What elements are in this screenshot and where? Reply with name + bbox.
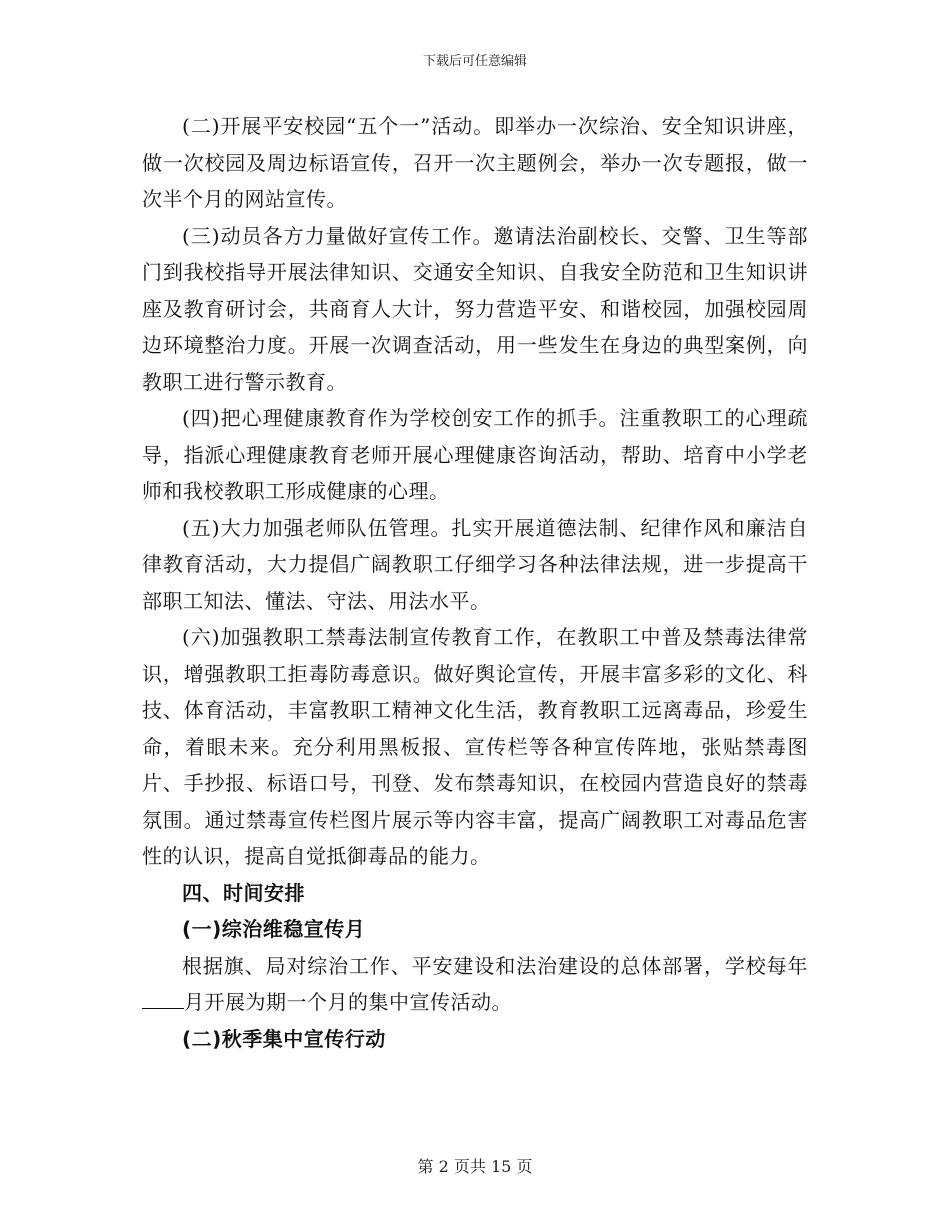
paragraph-2: (二)开展平安校园“五个一”活动。即举办一次综治、安全知识讲座，做一次校园及周边标语宣传，召开一次主题例会，举办一次专题报，做一次半个月的网站宣传。 — [142, 114, 808, 211]
document-body — [142, 108, 808, 1057]
text-before-blank: 根据旗、局对综治工作、平安建设和法治建设的总体部署，学校每年 — [182, 953, 808, 978]
paragraph-6: (六)加强教职工禁毒法制宣传教育工作，在教职工中普及禁毒法律常识，增强教职工拒毒防毒意识。做好舆论宣传，开展丰富多彩的文化、科技、体育活动，丰富教职工精神文化生活，教育教职工远离毒品，珍爱生命，着眼未来。充分利用黑板报、宣传栏等各种宣传阵地，张贴禁毒图片、手抄报、标语口号，刊登、发布禁毒知识，在校园内营造良好的禁毒氛围。通过禁毒宣传栏图片展示等内容丰富，提高广阔教职工对毒品危害性的认识，提高自觉抵御毒品的能力。 — [142, 625, 808, 868]
paragraph-4: (四)把心理健康教育作为学校创安工作的抓手。注重教职工的心理疏导，指派心理健康教育老师开展心理健康咨询活动，帮助、培育中小学老师和我校教职工形成健康的心理。 — [142, 406, 808, 503]
page-footer: 第 2 页共 15 页 — [417, 1157, 533, 1176]
subheading-autumn-campaign: (二)秋季集中宣传行动 — [182, 1026, 386, 1051]
paragraph-3: (三)动员各方力量做好宣传工作。邀请法治副校长、交警、卫生等部门到我校指导开展法律知识、交通安全知识、自我安全防范和卫生知识讲座及教育研讨会，共商育人大计，努力营造平安、和谐校园，加强校园周边环境整治力度。开展一次调查活动，用一些发生在身边的典型案例，向教职工进行警示教育。 — [142, 223, 808, 394]
subheading-stability-month: (一)综治维稳宣传月 — [182, 917, 366, 941]
fill-in-blank — [142, 990, 184, 1009]
section-heading-schedule: 四、时间安排 — [182, 880, 305, 905]
paragraph-stability-month — [142, 948, 808, 1021]
page-header: 下载后可任意编辑 — [422, 54, 527, 69]
text-after-blank: 月开展为期一个月的集中宣传活动。 — [184, 990, 512, 1014]
paragraph-5: (五)大力加强老师队伍管理。扎实开展道德法制、纪律作风和廉洁自律教育活动，大力提倡广阔教职工仔细学习各种法律法规，进一步提高干部职工知法、懂法、守法、用法水平。 — [142, 515, 808, 613]
